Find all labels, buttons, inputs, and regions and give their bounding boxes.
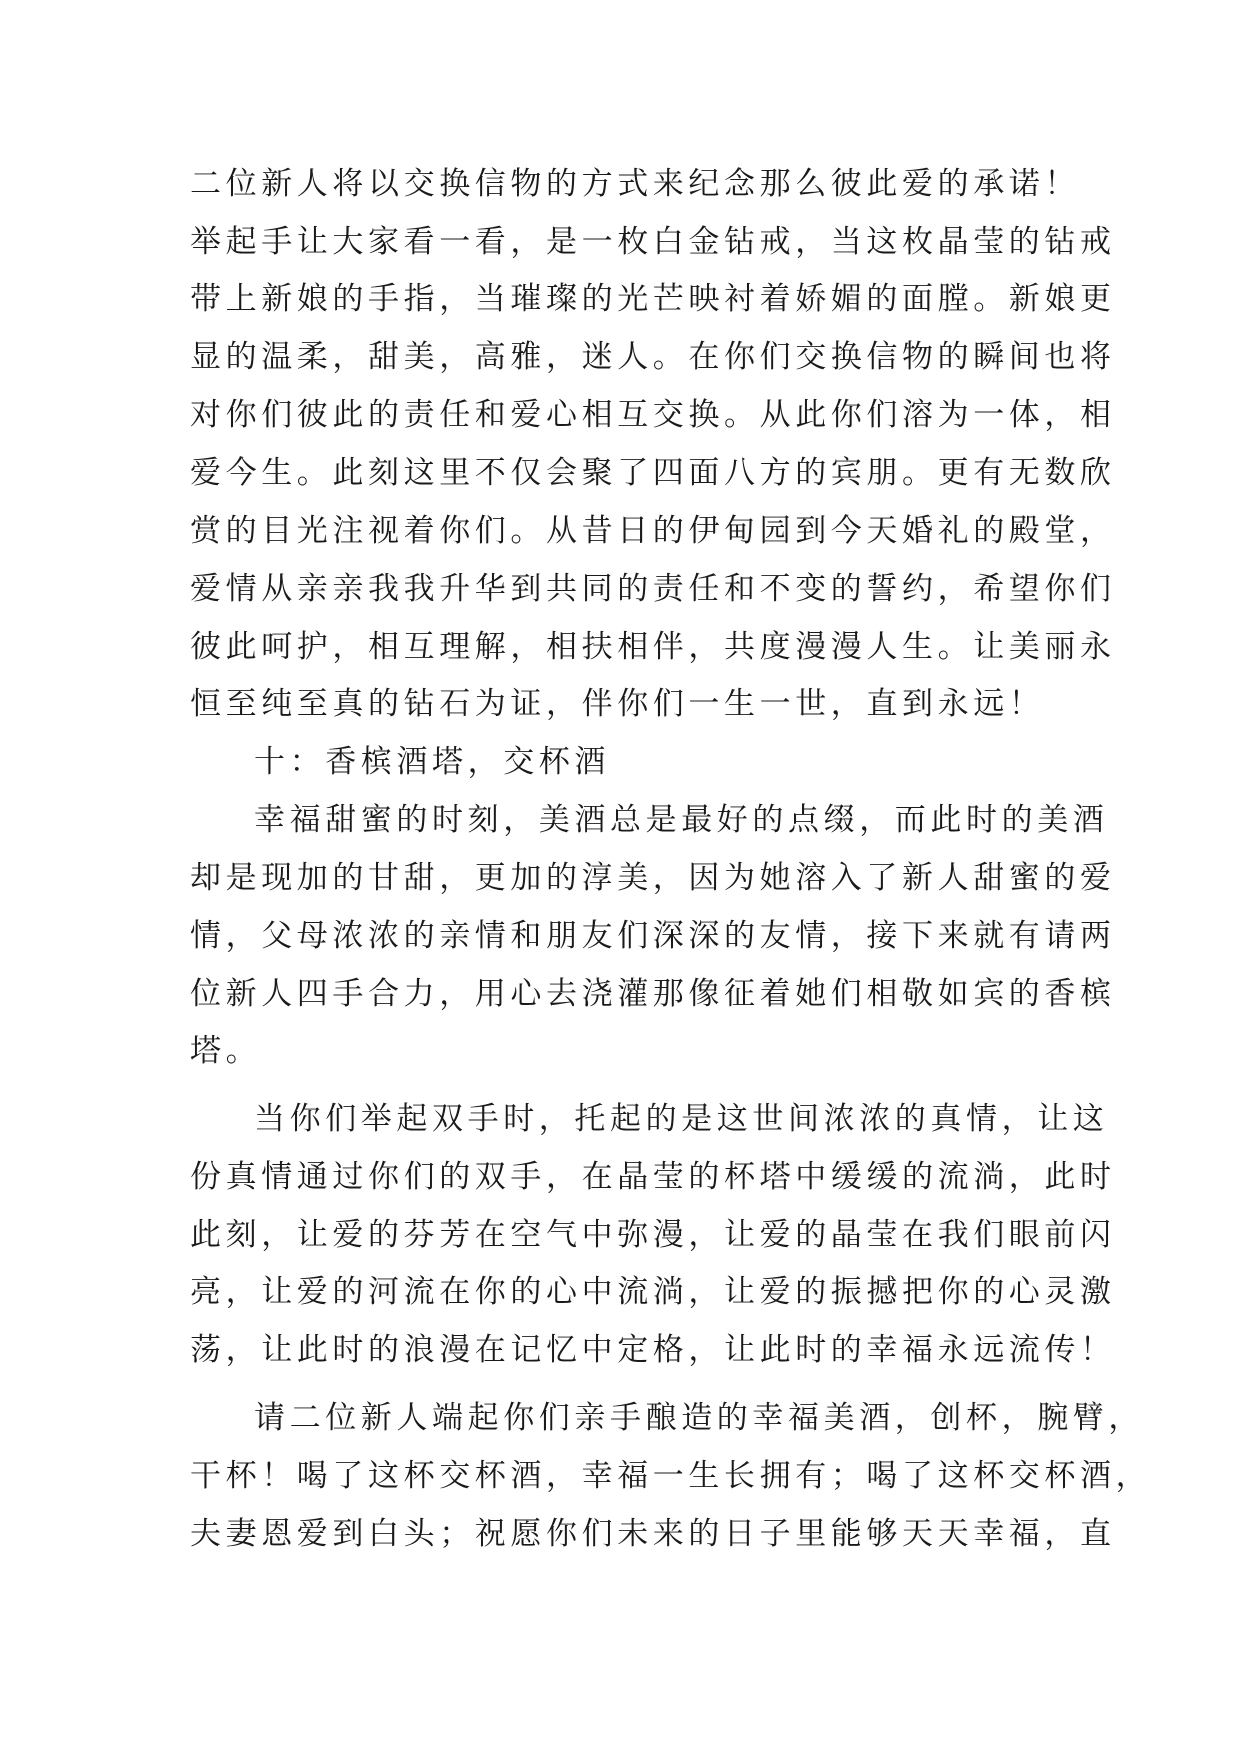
text-line: 赏的目光注视着你们。从昔日的伊甸园到今天婚礼的殿堂， <box>190 513 1116 549</box>
text-line: 请二位新人端起你们亲手酿造的幸福美酒，创杯，腕臂， <box>254 1400 1144 1436</box>
text-line: 位新人四手合力，用心去浇灌那像征着她们相敬如宾的香槟 <box>190 976 1116 1012</box>
text-line: 举起手让大家看一看，是一枚白金钻戒，当这枚晶莹的钻戒 <box>190 224 1116 260</box>
text-line: 亮，让爱的河流在你的心中流淌，让爱的振撼把你的心灵激 <box>190 1274 1116 1310</box>
section-heading: 十：香槟酒塔，交杯酒 <box>254 744 610 780</box>
text-line: 显的温柔，甜美，高雅，迷人。在你们交换信物的瞬间也将 <box>190 339 1116 375</box>
text-line: 带上新娘的手指，当璀璨的光芒映衬着娇媚的面膛。新娘更 <box>190 281 1116 317</box>
text-line: 塔。 <box>190 1033 262 1069</box>
text-line: 爱今生。此刻这里不仅会聚了四面八方的宾朋。更有无数欣 <box>190 455 1116 491</box>
text-line: 二位新人将以交换信物的方式来纪念那么彼此爱的承诺！ <box>190 166 1080 202</box>
text-line: 恒至纯至真的钻石为证，伴你们一生一世，直到永远！ <box>190 686 1045 722</box>
text-line: 却是现加的甘甜，更加的淳美，因为她溶入了新人甜蜜的爱 <box>190 860 1116 896</box>
text-line: 对你们彼此的责任和爱心相互交换。从此你们溶为一体，相 <box>190 397 1116 433</box>
text-line: 彼此呵护，相互理解，相扶相伴，共度漫漫人生。让美丽永 <box>190 629 1116 665</box>
text-line: 荡，让此时的浪漫在记忆中定格，让此时的幸福永远流传！ <box>190 1332 1116 1368</box>
text-line: 当你们举起双手时，托起的是这世间浓浓的真情，让这 <box>254 1101 1109 1137</box>
text-line: 干杯！喝了这杯交杯酒，幸福一生长拥有；喝了这杯交杯酒， <box>190 1458 1152 1494</box>
text-line: 夫妻恩爱到白头；祝愿你们未来的日子里能够天天幸福，直 <box>190 1516 1116 1552</box>
text-line: 情，父母浓浓的亲情和朋友们深深的友情，接下来就有请两 <box>190 918 1116 954</box>
text-line: 爱情从亲亲我我升华到共同的责任和不变的誓约，希望你们 <box>190 571 1116 607</box>
text-line: 幸福甜蜜的时刻，美酒总是最好的点缀，而此时的美酒 <box>254 802 1109 838</box>
text-line: 此刻，让爱的芬芳在空气中弥漫，让爱的晶莹在我们眼前闪 <box>190 1217 1116 1253</box>
text-line: 份真情通过你们的双手，在晶莹的杯塔中缓缓的流淌，此时 <box>190 1159 1116 1195</box>
